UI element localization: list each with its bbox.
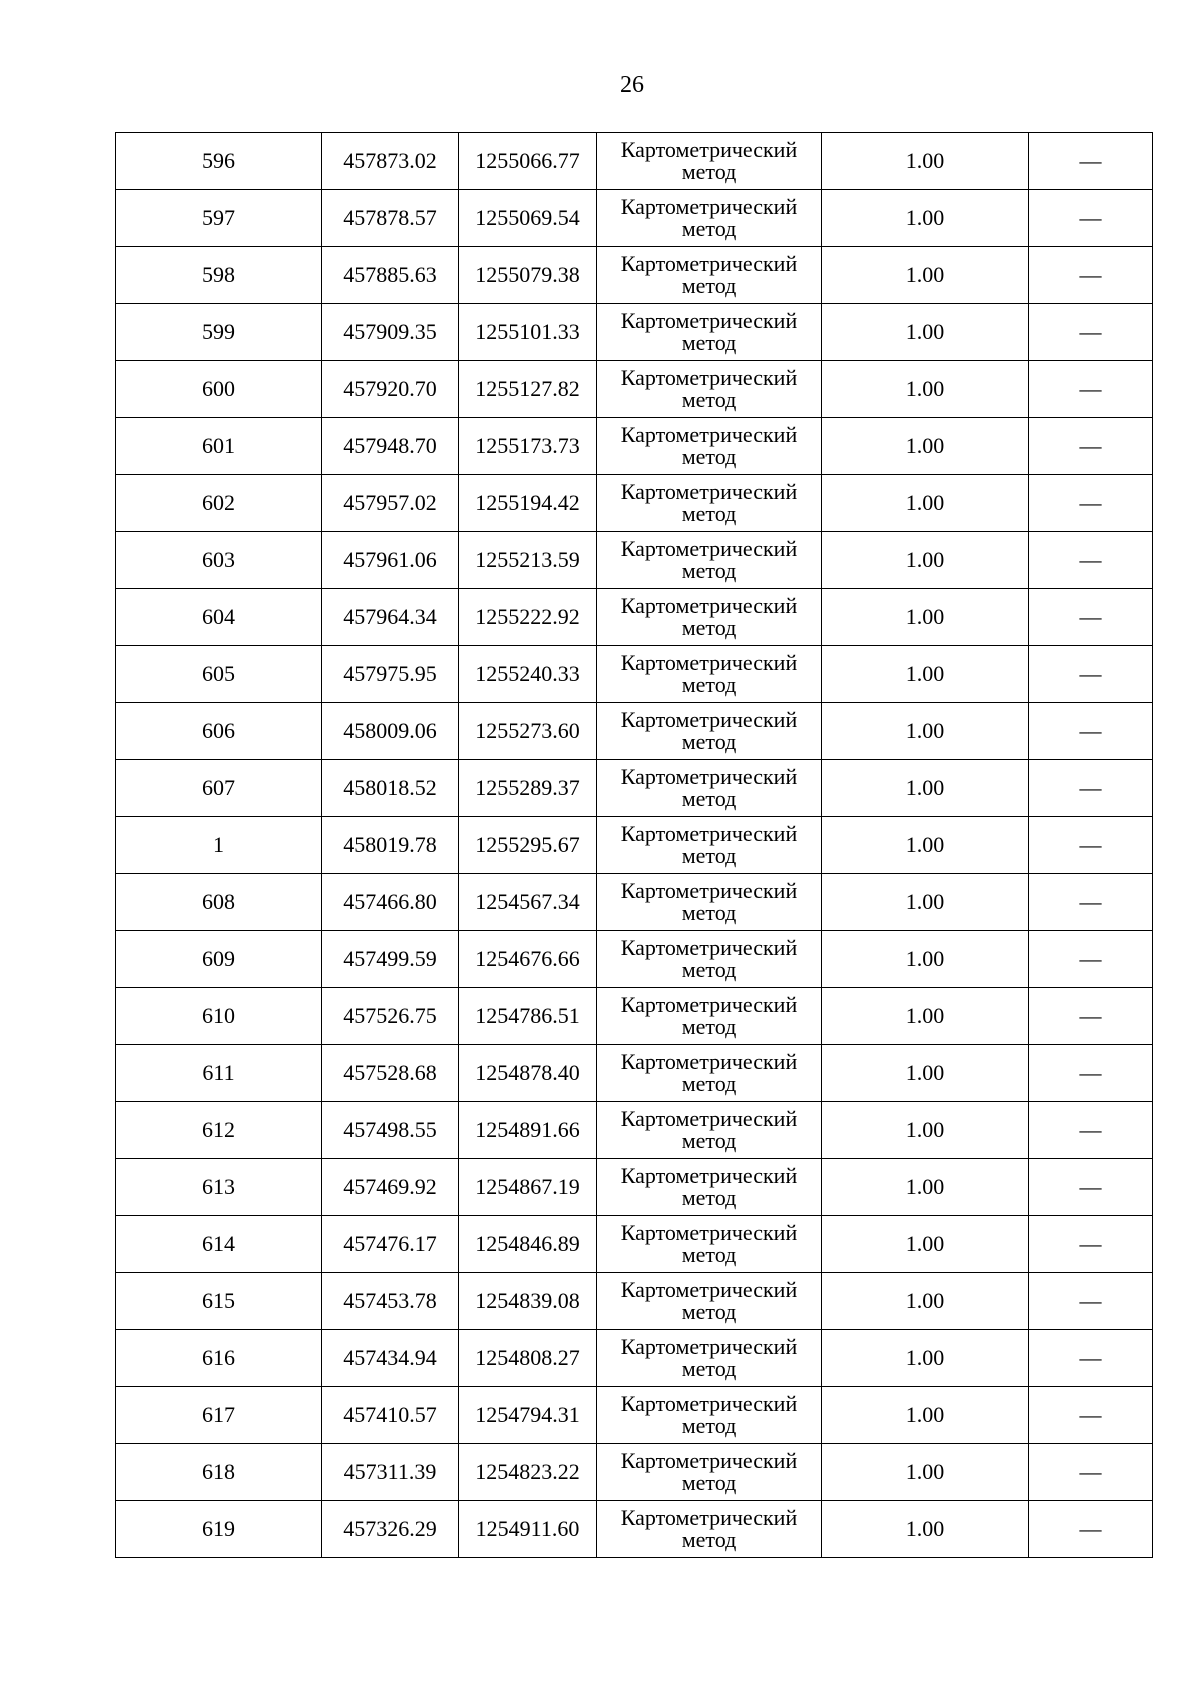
method-line-1: Картометрический [620, 1106, 798, 1131]
point-number-cell: 606 [116, 703, 322, 760]
method-cell [597, 190, 822, 247]
method-cell [597, 532, 822, 589]
method-line-2: метод [681, 1413, 737, 1438]
accuracy-cell: 1.00 [822, 874, 1029, 931]
method-line-2: метод [681, 1128, 737, 1153]
note-cell: — [1029, 931, 1153, 988]
y-coordinate-cell: 1255194.42 [459, 475, 597, 532]
method-cell [597, 1387, 822, 1444]
x-coordinate-cell: 457326.29 [322, 1501, 459, 1558]
table-row [116, 190, 1153, 247]
table-row [116, 304, 1153, 361]
note-cell: — [1029, 304, 1153, 361]
accuracy-cell: 1.00 [822, 1444, 1029, 1501]
method-cell [597, 475, 822, 532]
table-row [116, 1501, 1153, 1558]
point-number-cell: 613 [116, 1159, 322, 1216]
accuracy-cell: 1.00 [822, 1045, 1029, 1102]
method-line-1: Картометрический [620, 878, 798, 903]
x-coordinate-cell: 457873.02 [322, 133, 459, 190]
method-line-1: Картометрический [620, 764, 798, 789]
method-line-1: Картометрический [620, 1505, 798, 1530]
method-cell [597, 874, 822, 931]
y-coordinate-cell: 1254911.60 [459, 1501, 597, 1558]
accuracy-cell: 1.00 [822, 988, 1029, 1045]
method-line-1: Картометрический [620, 1277, 798, 1302]
table-row [116, 133, 1153, 190]
y-coordinate-cell: 1254676.66 [459, 931, 597, 988]
note-cell: — [1029, 874, 1153, 931]
method-cell [597, 646, 822, 703]
method-line-2: метод [681, 957, 737, 982]
method-cell [597, 1501, 822, 1558]
method-line-1: Картометрический [620, 365, 798, 390]
accuracy-cell: 1.00 [822, 1273, 1029, 1330]
table-row [116, 931, 1153, 988]
note-cell: — [1029, 418, 1153, 475]
accuracy-cell: 1.00 [822, 190, 1029, 247]
point-number-cell: 598 [116, 247, 322, 304]
method-line-2: метод [681, 1014, 737, 1039]
method-line-2: метод [681, 1299, 737, 1324]
y-coordinate-cell: 1254567.34 [459, 874, 597, 931]
method-cell [597, 1273, 822, 1330]
accuracy-cell: 1.00 [822, 1102, 1029, 1159]
table-row [116, 646, 1153, 703]
y-coordinate-cell: 1255173.73 [459, 418, 597, 475]
point-number-cell: 605 [116, 646, 322, 703]
point-number-cell: 600 [116, 361, 322, 418]
x-coordinate-cell: 457311.39 [322, 1444, 459, 1501]
x-coordinate-cell: 457975.95 [322, 646, 459, 703]
note-cell: — [1029, 988, 1153, 1045]
point-number-cell: 612 [116, 1102, 322, 1159]
coordinates-table [115, 132, 1153, 1558]
method-line-1: Картометрический [620, 251, 798, 276]
x-coordinate-cell: 457920.70 [322, 361, 459, 418]
accuracy-cell: 1.00 [822, 646, 1029, 703]
method-line-1: Картометрический [620, 821, 798, 846]
method-line-1: Картометрический [620, 1391, 798, 1416]
note-cell: — [1029, 361, 1153, 418]
note-cell: — [1029, 1045, 1153, 1102]
method-line-1: Картометрический [620, 194, 798, 219]
y-coordinate-cell: 1255066.77 [459, 133, 597, 190]
table-row [116, 1102, 1153, 1159]
table-body [116, 133, 1153, 1558]
method-cell [597, 1159, 822, 1216]
method-line-2: метод [681, 615, 737, 640]
y-coordinate-cell: 1254846.89 [459, 1216, 597, 1273]
accuracy-cell: 1.00 [822, 361, 1029, 418]
accuracy-cell: 1.00 [822, 760, 1029, 817]
table-row [116, 1330, 1153, 1387]
note-cell: — [1029, 1273, 1153, 1330]
note-cell: — [1029, 247, 1153, 304]
y-coordinate-cell: 1254808.27 [459, 1330, 597, 1387]
y-coordinate-cell: 1254891.66 [459, 1102, 597, 1159]
x-coordinate-cell: 457878.57 [322, 190, 459, 247]
note-cell: — [1029, 133, 1153, 190]
note-cell: — [1029, 1102, 1153, 1159]
method-line-2: метод [681, 1242, 737, 1267]
method-line-1: Картометрический [620, 536, 798, 561]
y-coordinate-cell: 1255127.82 [459, 361, 597, 418]
note-cell: — [1029, 1501, 1153, 1558]
table-row [116, 1045, 1153, 1102]
method-line-1: Картометрический [620, 137, 798, 162]
point-number-cell: 615 [116, 1273, 322, 1330]
y-coordinate-cell: 1254794.31 [459, 1387, 597, 1444]
point-number-cell: 603 [116, 532, 322, 589]
method-line-1: Картометрический [620, 1334, 798, 1359]
note-cell: — [1029, 589, 1153, 646]
x-coordinate-cell: 458019.78 [322, 817, 459, 874]
x-coordinate-cell: 457410.57 [322, 1387, 459, 1444]
method-line-2: метод [681, 1527, 737, 1552]
method-line-2: метод [681, 843, 737, 868]
method-line-2: метод [681, 273, 737, 298]
accuracy-cell: 1.00 [822, 1216, 1029, 1273]
y-coordinate-cell: 1255101.33 [459, 304, 597, 361]
point-number-cell: 597 [116, 190, 322, 247]
method-cell [597, 589, 822, 646]
y-coordinate-cell: 1254867.19 [459, 1159, 597, 1216]
method-cell [597, 1444, 822, 1501]
method-cell [597, 703, 822, 760]
method-line-2: метод [681, 786, 737, 811]
method-line-2: метод [681, 558, 737, 583]
y-coordinate-cell: 1254878.40 [459, 1045, 597, 1102]
x-coordinate-cell: 457469.92 [322, 1159, 459, 1216]
method-line-2: метод [681, 159, 737, 184]
method-cell [597, 361, 822, 418]
x-coordinate-cell: 457434.94 [322, 1330, 459, 1387]
x-coordinate-cell: 457961.06 [322, 532, 459, 589]
note-cell: — [1029, 1387, 1153, 1444]
point-number-cell: 616 [116, 1330, 322, 1387]
method-line-1: Картометрический [620, 593, 798, 618]
note-cell: — [1029, 646, 1153, 703]
accuracy-cell: 1.00 [822, 247, 1029, 304]
table-row [116, 703, 1153, 760]
method-line-1: Картометрический [620, 479, 798, 504]
table-row [116, 418, 1153, 475]
table-row [116, 817, 1153, 874]
point-number-cell: 1 [116, 817, 322, 874]
method-line-2: метод [681, 1071, 737, 1096]
x-coordinate-cell: 457885.63 [322, 247, 459, 304]
method-cell [597, 931, 822, 988]
x-coordinate-cell: 457909.35 [322, 304, 459, 361]
point-number-cell: 596 [116, 133, 322, 190]
x-coordinate-cell: 457957.02 [322, 475, 459, 532]
point-number-cell: 604 [116, 589, 322, 646]
note-cell: — [1029, 1216, 1153, 1273]
accuracy-cell: 1.00 [822, 532, 1029, 589]
point-number-cell: 609 [116, 931, 322, 988]
note-cell: — [1029, 475, 1153, 532]
y-coordinate-cell: 1254839.08 [459, 1273, 597, 1330]
point-number-cell: 618 [116, 1444, 322, 1501]
method-cell [597, 1102, 822, 1159]
y-coordinate-cell: 1255222.92 [459, 589, 597, 646]
method-line-1: Картометрический [620, 707, 798, 732]
method-cell [597, 133, 822, 190]
method-line-2: метод [681, 1470, 737, 1495]
x-coordinate-cell: 457499.59 [322, 931, 459, 988]
method-cell [597, 304, 822, 361]
x-coordinate-cell: 457476.17 [322, 1216, 459, 1273]
point-number-cell: 599 [116, 304, 322, 361]
table-row [116, 589, 1153, 646]
note-cell: — [1029, 817, 1153, 874]
table-row [116, 1387, 1153, 1444]
table-row [116, 1159, 1153, 1216]
x-coordinate-cell: 457453.78 [322, 1273, 459, 1330]
note-cell: — [1029, 760, 1153, 817]
method-cell [597, 418, 822, 475]
method-cell [597, 988, 822, 1045]
method-line-1: Картометрический [620, 1049, 798, 1074]
note-cell: — [1029, 1444, 1153, 1501]
accuracy-cell: 1.00 [822, 817, 1029, 874]
point-number-cell: 610 [116, 988, 322, 1045]
table-row [116, 874, 1153, 931]
method-line-2: метод [681, 501, 737, 526]
method-line-1: Картометрический [620, 935, 798, 960]
method-line-2: метод [681, 1185, 737, 1210]
point-number-cell: 607 [116, 760, 322, 817]
method-line-2: метод [681, 900, 737, 925]
accuracy-cell: 1.00 [822, 1501, 1029, 1558]
accuracy-cell: 1.00 [822, 589, 1029, 646]
note-cell: — [1029, 703, 1153, 760]
y-coordinate-cell: 1255213.59 [459, 532, 597, 589]
x-coordinate-cell: 457528.68 [322, 1045, 459, 1102]
point-number-cell: 608 [116, 874, 322, 931]
point-number-cell: 614 [116, 1216, 322, 1273]
table-row [116, 760, 1153, 817]
x-coordinate-cell: 457526.75 [322, 988, 459, 1045]
accuracy-cell: 1.00 [822, 703, 1029, 760]
accuracy-cell: 1.00 [822, 475, 1029, 532]
table-row [116, 361, 1153, 418]
accuracy-cell: 1.00 [822, 418, 1029, 475]
method-line-1: Картометрический [620, 1448, 798, 1473]
method-line-2: метод [681, 729, 737, 754]
accuracy-cell: 1.00 [822, 133, 1029, 190]
table-row [116, 988, 1153, 1045]
y-coordinate-cell: 1254786.51 [459, 988, 597, 1045]
point-number-cell: 611 [116, 1045, 322, 1102]
method-cell [597, 1330, 822, 1387]
note-cell: — [1029, 1330, 1153, 1387]
table-row [116, 1273, 1153, 1330]
method-line-2: метод [681, 672, 737, 697]
table-row [116, 475, 1153, 532]
method-line-2: метод [681, 330, 737, 355]
method-line-1: Картометрический [620, 650, 798, 675]
method-line-1: Картометрический [620, 308, 798, 333]
y-coordinate-cell: 1255289.37 [459, 760, 597, 817]
method-cell [597, 817, 822, 874]
method-line-2: метод [681, 444, 737, 469]
y-coordinate-cell: 1254823.22 [459, 1444, 597, 1501]
method-cell [597, 1216, 822, 1273]
accuracy-cell: 1.00 [822, 1387, 1029, 1444]
page-number: 26 [620, 72, 644, 98]
y-coordinate-cell: 1255295.67 [459, 817, 597, 874]
method-line-2: метод [681, 1356, 737, 1381]
point-number-cell: 602 [116, 475, 322, 532]
method-line-2: метод [681, 216, 737, 241]
note-cell: — [1029, 190, 1153, 247]
x-coordinate-cell: 458018.52 [322, 760, 459, 817]
point-number-cell: 617 [116, 1387, 322, 1444]
method-cell [597, 1045, 822, 1102]
method-line-2: метод [681, 387, 737, 412]
method-line-1: Картометрический [620, 1163, 798, 1188]
x-coordinate-cell: 457964.34 [322, 589, 459, 646]
method-cell [597, 760, 822, 817]
method-cell [597, 247, 822, 304]
y-coordinate-cell: 1255079.38 [459, 247, 597, 304]
point-number-cell: 619 [116, 1501, 322, 1558]
accuracy-cell: 1.00 [822, 931, 1029, 988]
accuracy-cell: 1.00 [822, 1330, 1029, 1387]
accuracy-cell: 1.00 [822, 304, 1029, 361]
y-coordinate-cell: 1255273.60 [459, 703, 597, 760]
table-row [116, 1216, 1153, 1273]
table-row [116, 532, 1153, 589]
point-number-cell: 601 [116, 418, 322, 475]
accuracy-cell: 1.00 [822, 1159, 1029, 1216]
y-coordinate-cell: 1255240.33 [459, 646, 597, 703]
x-coordinate-cell: 458009.06 [322, 703, 459, 760]
x-coordinate-cell: 457948.70 [322, 418, 459, 475]
method-line-1: Картометрический [620, 992, 798, 1017]
note-cell: — [1029, 532, 1153, 589]
table-row [116, 1444, 1153, 1501]
x-coordinate-cell: 457466.80 [322, 874, 459, 931]
note-cell: — [1029, 1159, 1153, 1216]
method-line-1: Картометрический [620, 422, 798, 447]
table-row [116, 247, 1153, 304]
x-coordinate-cell: 457498.55 [322, 1102, 459, 1159]
y-coordinate-cell: 1255069.54 [459, 190, 597, 247]
method-line-1: Картометрический [620, 1220, 798, 1245]
